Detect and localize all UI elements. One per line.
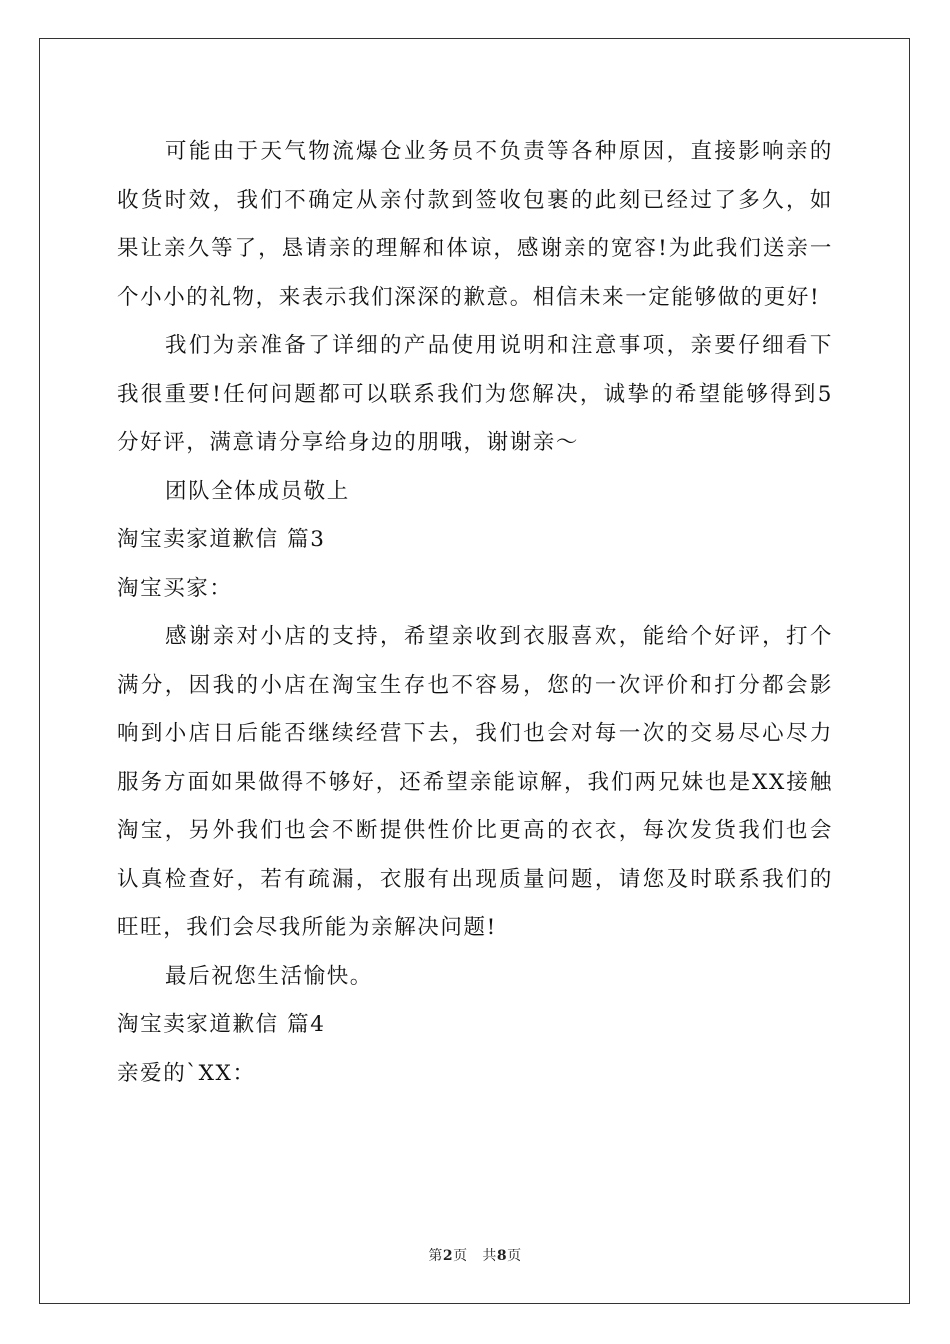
page-suffix: 页 <box>453 1248 468 1264</box>
salutation-buyer: 淘宝买家： <box>117 575 233 601</box>
paragraph-thanks-support: 感谢亲对小店的支持，希望亲收到衣服喜欢，能给个好评，打个满分，因我的小店在淘宝生存也不容易，您的一次评价和打分都会影响到小店日后能否继续经营下去，我们也会对每一次的交易尽心尽力服务方面如果做得不够好，还希望亲能谅解，我们两兄妹也是XX接触淘宝，另外我们也会不断提供性价比更高的衣衣，每次发货我们也会认真检查好，若有疏漏，衣服有出现质量问题，请您及时联系我们的旺旺，我们会尽我所能为亲解决问题! <box>117 624 833 940</box>
page-prefix: 第 <box>428 1248 443 1264</box>
paragraph-instructions-review: 我们为亲准备了详细的产品使用说明和注意事项，亲要仔细看下我很重要!任何问题都可以联系我们为您解决，诚挚的希望能够得到5分好评，满意请分享给身边的朋哦，谢谢亲～ <box>117 333 833 455</box>
salutation-dear: 亲爱的`XX： <box>117 1060 256 1086</box>
paragraph-delay-apology: 可能由于天气物流爆仓业务员不负责等各种原因，直接影响亲的收货时效，我们不确定从亲付款到签收包裹的此刻已经过了多久，如果让亲久等了，恳请亲的理解和体谅，感谢亲的宽容!为此我们送亲一个小小的礼物，来表示我们深深的歉意。相信未来一定能够做的更好! <box>117 139 833 310</box>
total-prefix: 共 <box>482 1248 497 1264</box>
document-body <box>117 128 833 1098</box>
total-pages: 8 <box>496 1248 508 1264</box>
section-heading-4: 淘宝卖家道歉信 篇4 <box>117 1012 326 1037</box>
total-suffix: 页 <box>507 1248 522 1264</box>
closing-wishes: 最后祝您生活愉快。 <box>165 963 373 989</box>
section-heading-3: 淘宝卖家道歉信 篇3 <box>117 527 326 552</box>
page-number: 2 <box>442 1248 454 1264</box>
page-footer <box>0 1245 950 1265</box>
signature-team: 团队全体成员敬上 <box>165 478 350 504</box>
